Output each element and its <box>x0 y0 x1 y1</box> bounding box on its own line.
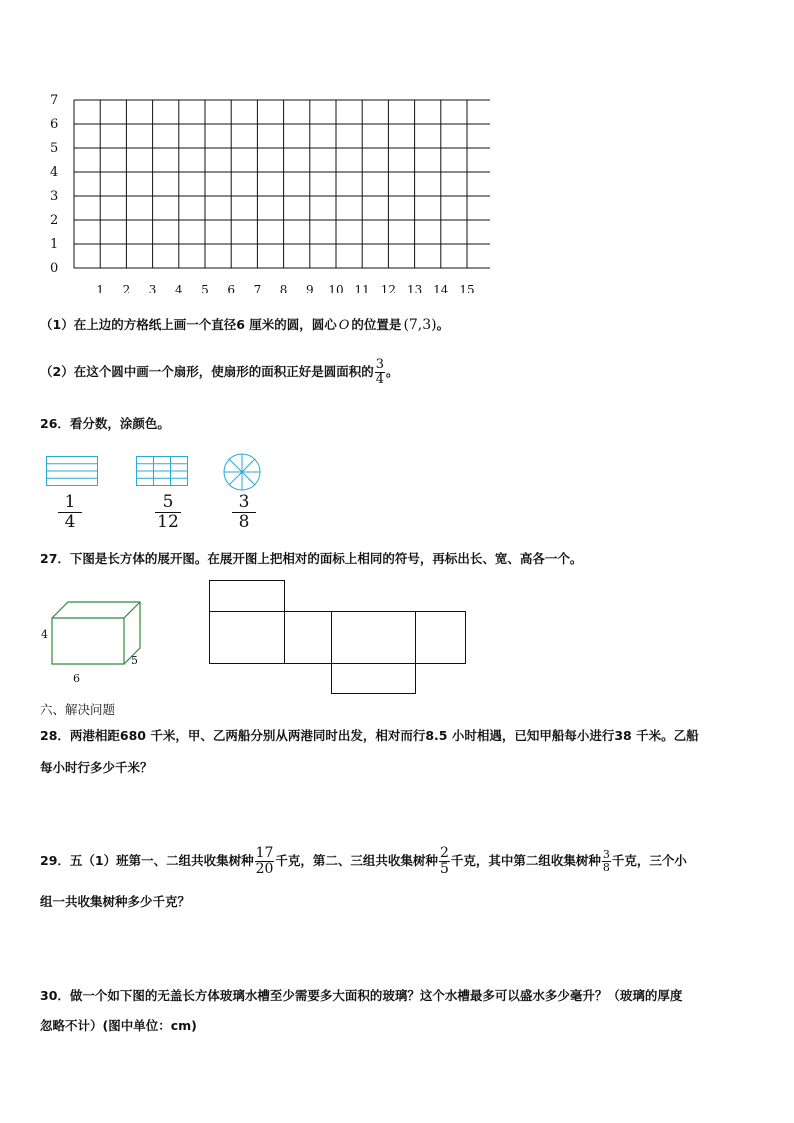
q27-title: 27．下图是长方体的展开图。在展开图上把相对的面标上相同的符号，再标出长、宽、高各一个。 <box>40 551 583 566</box>
y-tick-label: 7 <box>50 93 59 108</box>
fraction-2-5: $\frac{2}{5}$ <box>439 845 449 877</box>
fraction-3-8-small: $\frac{3}{8}$ <box>602 848 610 874</box>
y-tick-label: 5 <box>50 141 59 156</box>
fraction-3-8: $\frac{3}{8}$ <box>232 493 256 531</box>
x-tick-label: 8 <box>279 283 288 293</box>
label-width: 5 <box>131 654 138 667</box>
cuboid-figure <box>38 596 158 688</box>
x-tick-label: 12 <box>380 283 397 293</box>
x-tick-label: 2 <box>122 283 131 293</box>
y-tick-label: 4 <box>50 165 59 180</box>
q26-title: 26．看分数，涂颜色。 <box>40 416 170 431</box>
center-O: O <box>338 318 350 333</box>
q25-part2: （2）在这个圆中画一个扇形，使扇形的面积正好是圆面积的 $\frac{3}{4}$ 。 <box>40 357 399 387</box>
fraction-1-4: $\frac{1}{4}$ <box>58 493 82 531</box>
x-tick-label: 13 <box>406 283 423 293</box>
x-tick-label: 7 <box>253 283 262 293</box>
x-tick-label: 10 <box>328 283 344 293</box>
q28-line1: 28．两港相距680 千米，甲、乙两船分别从两港同时出发，相对而行8.5 小时相遇，已知甲船每小进行38 千米。乙船 <box>40 728 699 743</box>
q29-line1: 29．五（1）班第一、二组共收集树种 $\frac{17}{20}$ 千克，第二、三组共收集树种 $\frac{2}{5}$ 千克，其中第二组收集树种 $\frac{3}{8}$ 千克，三个小 <box>40 845 687 877</box>
fraction-17-20: $\frac{17}{20}$ <box>255 845 274 877</box>
y-tick-label: 0 <box>50 261 59 276</box>
y-tick-label: 1 <box>50 237 59 252</box>
x-tick-label: 4 <box>174 283 183 293</box>
x-tick-label: 11 <box>354 283 370 293</box>
grid-x-labels <box>96 283 474 293</box>
x-tick-label: 9 <box>305 283 314 293</box>
grid-lines <box>74 100 490 268</box>
center-coordinate: (7,3) <box>403 317 437 333</box>
cuboid-net[interactable] <box>205 576 470 698</box>
label-length: 6 <box>73 672 80 685</box>
grid-y-labels <box>50 93 58 276</box>
net-face-1[interactable] <box>210 612 285 664</box>
x-tick-label: 14 <box>433 283 449 293</box>
q30-line1: 30．做一个如下图的无盖长方体玻璃水槽至少需要多大面积的玻璃？这个水槽最多可以盛水多少毫升？（玻璃的厚度 <box>40 988 683 1003</box>
y-tick-label: 3 <box>50 189 59 204</box>
net-face-4[interactable] <box>416 612 466 664</box>
q28-line2: 每小时行多少千米？ <box>40 760 153 775</box>
q29-line2: 组一共收集树种多少千克？ <box>40 894 191 909</box>
x-tick-label: 6 <box>227 283 236 293</box>
shape-eighths-circle[interactable] <box>222 452 264 494</box>
x-tick-label: 1 <box>96 283 105 293</box>
y-tick-label: 6 <box>50 117 59 132</box>
section-title: 六、解决问题 <box>40 702 116 717</box>
shape-twelfths-grid[interactable] <box>136 456 190 490</box>
x-tick-label: 15 <box>459 283 475 293</box>
label-height: 4 <box>41 628 48 641</box>
x-tick-label: 5 <box>201 283 209 293</box>
fraction-three-quarters: $\frac{3}{4}$ <box>375 357 384 387</box>
net-face-2[interactable] <box>285 612 332 664</box>
coordinate-grid <box>40 88 490 293</box>
fraction-5-12: $\frac{5}{12}$ <box>155 493 181 531</box>
shape-quarter-strips[interactable] <box>46 456 100 490</box>
q25-part1: （1）在上边的方格纸上画一个直径6 厘米的圆，圆心 O 的位置是 (7,3)。 <box>40 317 450 333</box>
x-tick-label: 3 <box>148 283 157 293</box>
y-tick-label: 2 <box>50 213 59 228</box>
net-face-top[interactable] <box>210 581 285 612</box>
net-face-bottom[interactable] <box>332 664 416 694</box>
net-face-3[interactable] <box>332 612 416 664</box>
q30-line2: 忽略不计）(图中单位：cm) <box>40 1018 197 1033</box>
